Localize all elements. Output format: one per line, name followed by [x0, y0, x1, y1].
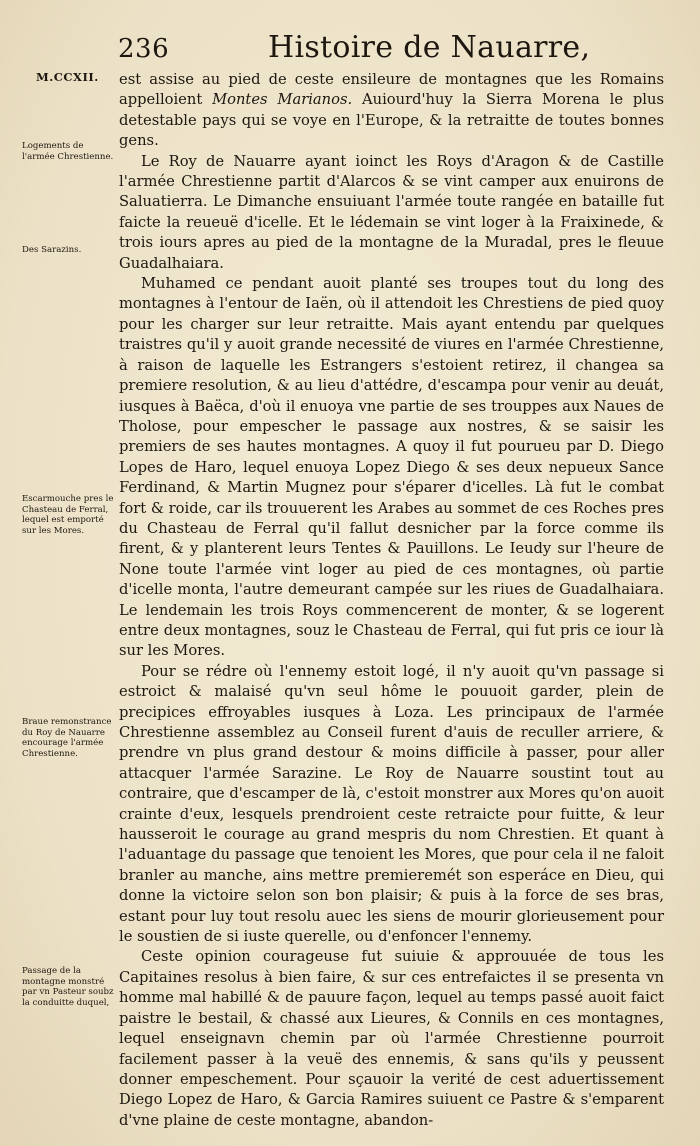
- paragraph: Pour se rédre où l'ennemy estoit logé, il n'y auoit qu'vn passage si estroict & malaisé qu'vn seul hôme le pouuoit garder, plein de precipices effroyables iusques à Loza. Les principaux de l'armée Chrestienne assemblez au Conseil furent d'auis de reculler arriere, & prendre vn plus grand destour & moins difficile à passer, pour aller attacquer l'armée Sarazine. Le Roy de Nauarre soustint tout au contraire, que d'escamper de là, c'estoit monstrer aux Mores qu'on auoit crainte d'eux, lesquels prendroient ceste retraicte pour fuitte, & leur hausseroit le courage au grand mespris du nom Chrestien. Et quant à l'aduantage du passage que tenoient les Mores, que pour cela il ne faloit branler au manche, ains mettre premieremét son esperáce en Dieu, qui donne la victoire selon son bon plaisir; & puis à la force de ses bras, estant pour luy tout resolu auec les siens de mourir glorieusement pour le soustien de si iuste querelle, ou d'enfoncer l'ennemy.: [119, 662, 664, 946]
- paragraph-text: est assise au pied de ceste ensileure de montagnes que les Romains appelloient: [119, 71, 664, 109]
- margin-note: Des Sarazins.: [22, 245, 82, 255]
- paragraph: Muhamed ce pendant auoit planté ses troupes tout du long des montagnes à l'entour de Iaën, où il attendoit les Chrestiens de pied quoy pour les charger sur leur retraitte. Mais ayant entendu par quelques traistres qu'il y auoit grande necessité de viures en l'armée Chrestienne, à raison de laquelle les Estrangers s'estoient retirez, il changea sa premiere resolution, & au lieu d'attédre, d'escampa pour venir au deuát, iusques à Baëca, d'où il enuoya vne partie de ses trouppes aux Naues de Tholose, pour empescher le passage aux nostres, & se saisir les premiers de ses hautes montagnes. A quoy il fut pourueu par D. Diego Lopes de Haro, lequel enuoya Lopez Diego & ses deux nepueux Sance Ferdinand, & Martin Mugnez pour s'éparer d'icelles. Là fut le combat fort & roide, car ils trouuerent les Arabes au sommet de ces Roches pres du Chasteau de Ferral qu'il fallut desnicher par la force comme ils firent, & y planterent leurs Tentes & Pauillons. Le Ieudy sur l'heure de None toute l'armée vint loger au pied de ces montagnes, où partie d'icelle monta, l'autre demeurant campée sur les riues de Guadalhaiara. Le lendemain les trois Roys commencerent de monter, & se logerent entre deux montagnes, souz le Chasteau de Ferral, qui fut pris ce iour là sur les Mores.: [119, 275, 664, 660]
- margin-year: M.CCXII.: [36, 70, 99, 84]
- margin-note: Passage de la montagne monstré par vn Pasteur soubz la conduitte duquel,: [22, 966, 114, 1008]
- margin-note: Braue remonstrance du Roy de Nauarre encourage l'armée Chrestienne.: [22, 717, 112, 759]
- italic-phrase: Montes Marianos.: [212, 91, 353, 109]
- page-number: 236: [118, 34, 170, 64]
- paragraph: Ceste opinion courageuse fut suiuie & approuuée de tous les Capitaines resolus à bien faire, & sur ces entrefaictes il se presenta vn homme mal habillé & de pauure façon, lequel au temps passé auoit faict paistre le bestail, & chassé aux Lieures, & Connils en ces montagnes, lequel enseignavn chemin par où l'armée Chrestienne pourroit facilement passer à la veuë des ennemis, & sans qu'ils y peussent donner empeschement. Pour sçauoir la verité de cest aduertissement Diego Lopez de Haro, & Garcia Ramires suiuent ce Pastre & s'emparent d'vne plaine de ceste montagne, abandon-: [119, 948, 664, 1129]
- paragraph: Le Roy de Nauarre ayant ioinct les Roys d'Aragon & de Castille l'armée Chrestienne partit d'Alarcos & se vint camper aux enuirons de Saluatierra. Le Dimanche ensuiuant l'armée toute rangée en bataille fut faicte la reueuë d'icelle. Et le lédemain se vint loger à la Fraixinede, & trois iours apres au pied de la montagne de la Muradal, pres le fleuue Guadalhaiara.: [119, 152, 664, 272]
- margin-note: Escarmouche pres le Chasteau de Ferral, lequel est emporté sur les Mores.: [22, 494, 114, 536]
- margin-note: Logements de l'armée Chrestienne.: [22, 141, 114, 162]
- running-title: Histoire de Nauarre,: [268, 30, 591, 65]
- paragraph: [119, 70, 664, 152]
- body-text: [119, 70, 664, 1131]
- paragraph-text: Auiourd'huy la Sierra Morena le plus detestable pays qui se voye en l'Europe, & la retraitte de toutes bonnes gens.: [119, 91, 664, 150]
